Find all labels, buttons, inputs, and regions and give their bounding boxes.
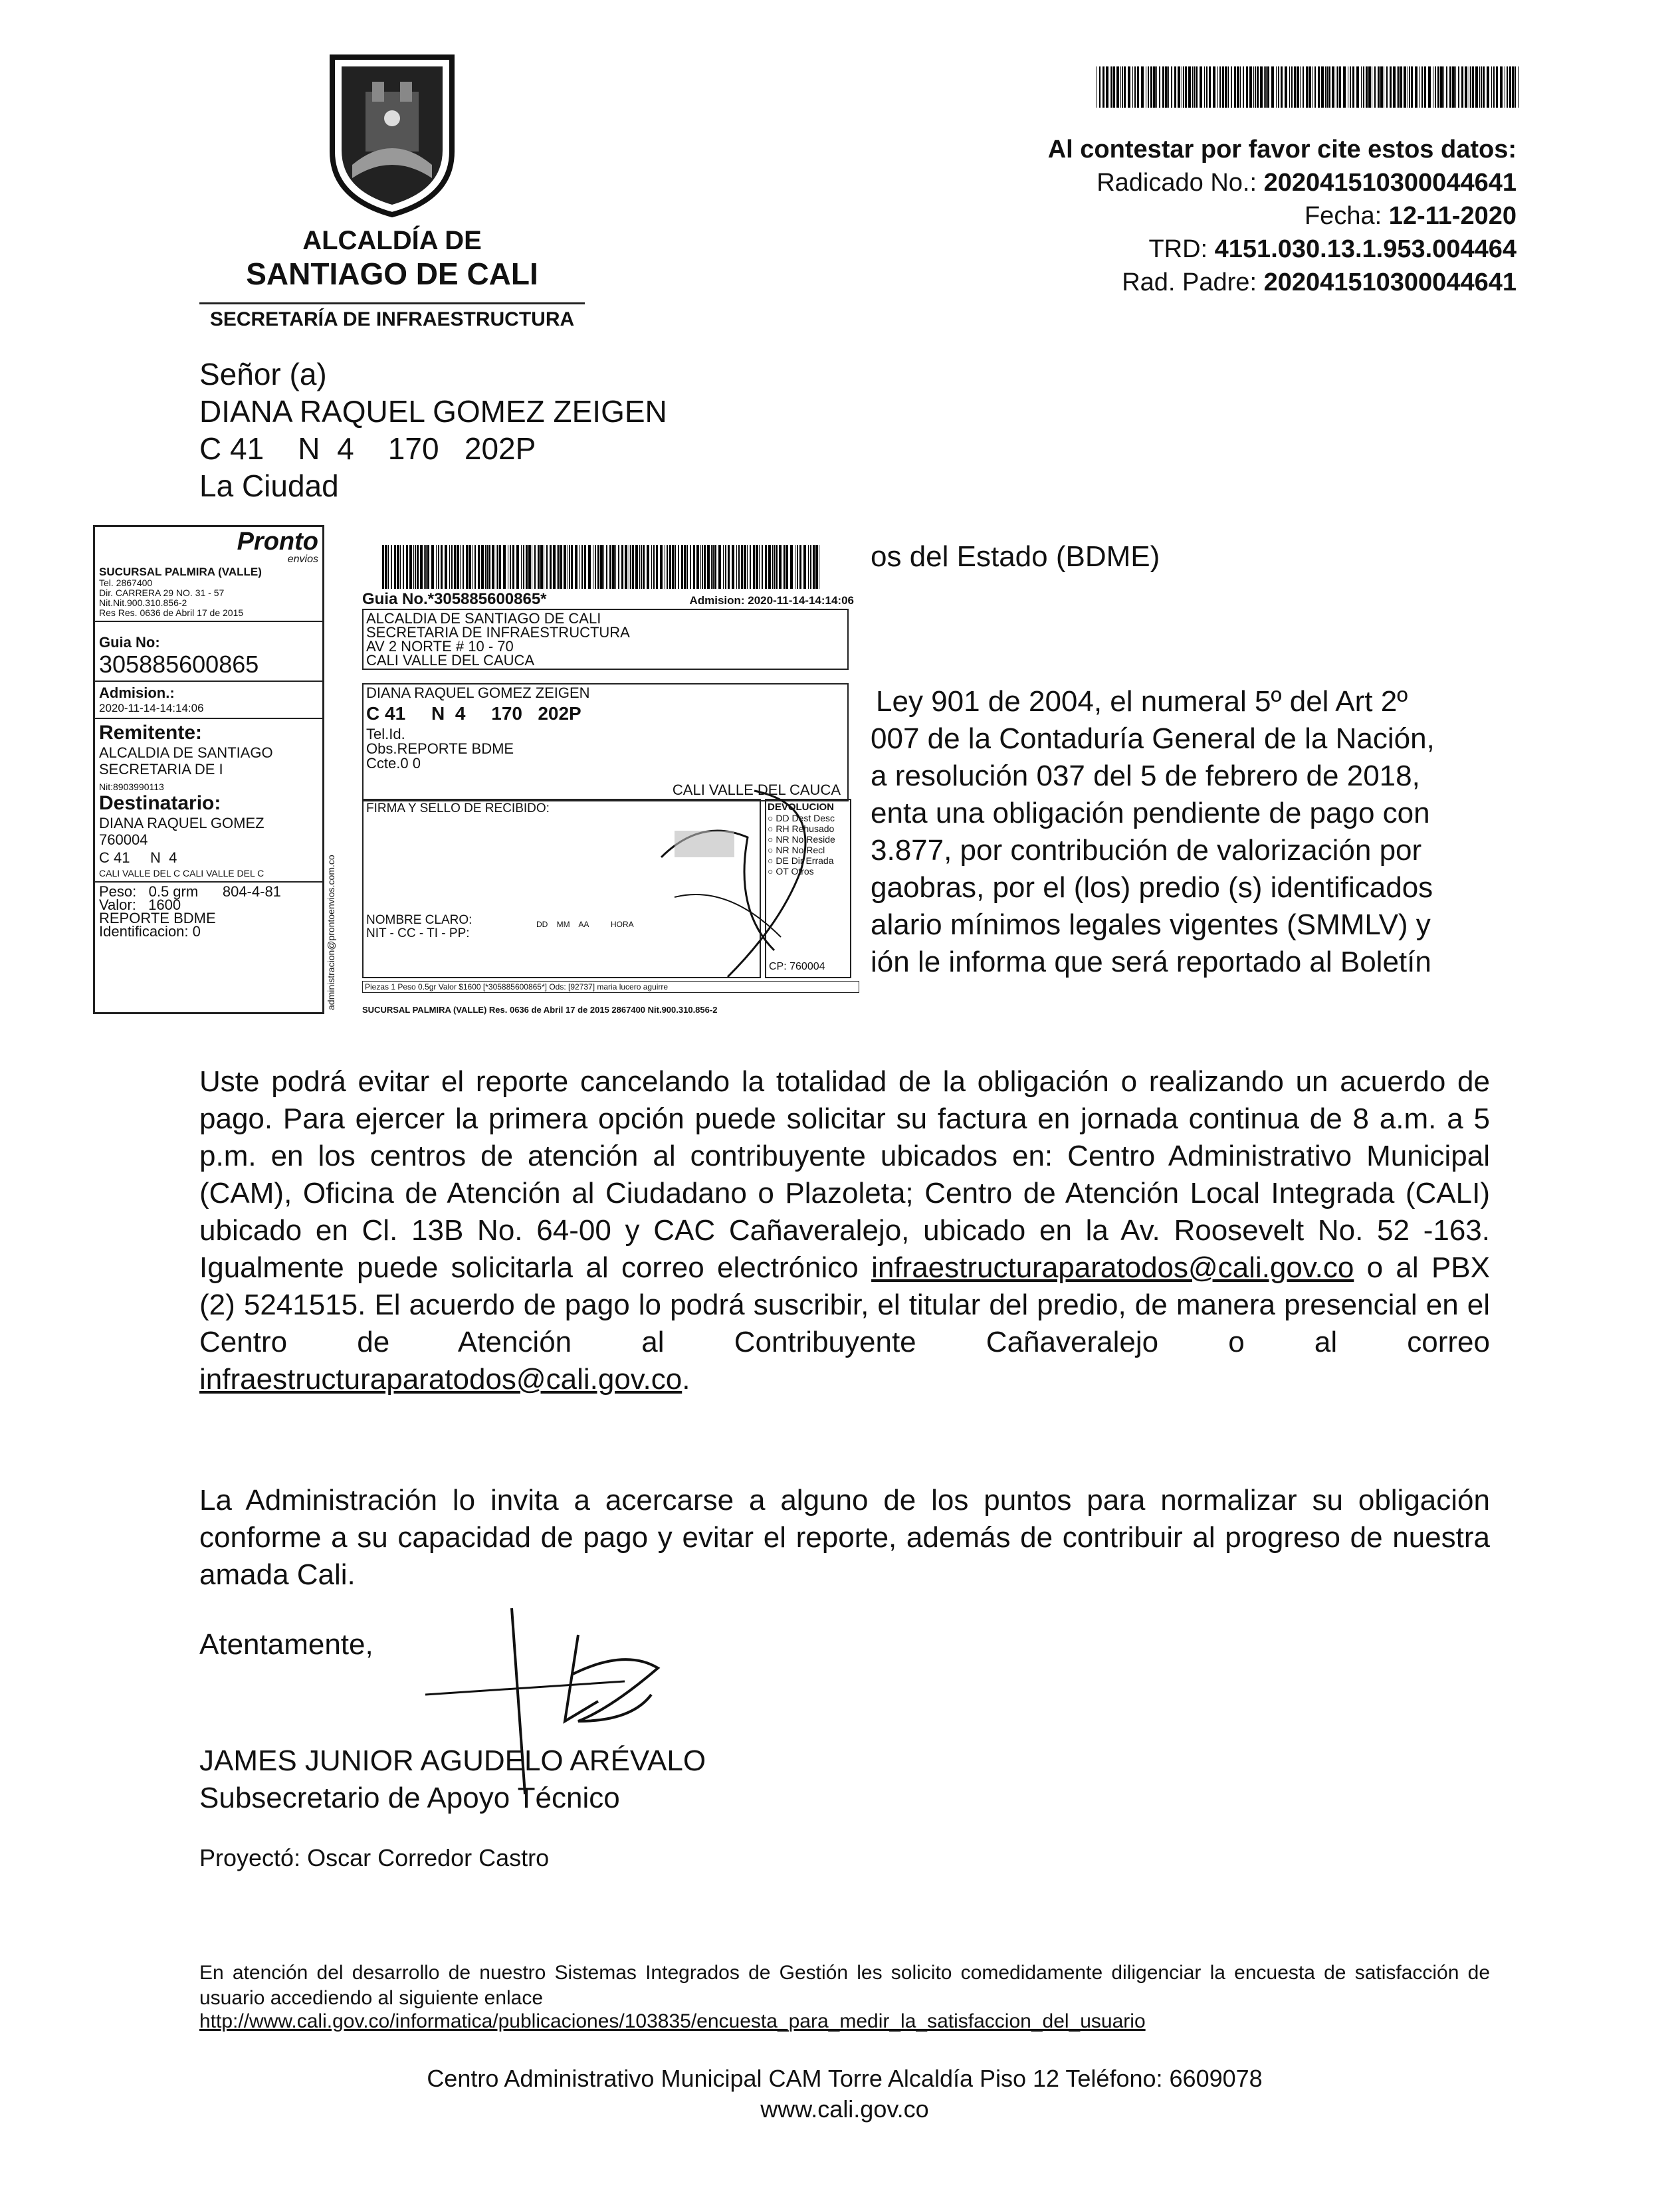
main-city: CALI VALLE DEL CAUCA — [672, 782, 841, 798]
fecha-value: 12-11-2020 — [1388, 202, 1517, 230]
partial-line-3: 007 de la Contaduría General de la Nación, — [871, 722, 1435, 755]
stub-guia-value: 305885600865 — [99, 651, 259, 678]
trd-label: TRD: — [1148, 235, 1208, 263]
stub-dir: Dir. CARRERA 29 NO. 31 - 57 — [99, 587, 225, 598]
main-from-2: SECRETARIA DE INFRAESTRUCTURA — [366, 624, 630, 641]
main-guia-row — [362, 590, 854, 609]
paragraph-payment-options — [199, 1063, 1490, 1398]
stub-nit: Nit.Nit.900.310.856-2 — [99, 597, 187, 608]
stub-remitente-nit: Nit:8903990113 — [99, 782, 164, 792]
main-admision: Admision: 2020-11-14-14:14:06 — [689, 594, 854, 607]
main-to-1: DIANA RAQUEL GOMEZ ZEIGEN — [366, 684, 590, 701]
stub-valor: Valor: 1600 — [99, 896, 181, 913]
sticker-side-url: administracion@prontoenvios.com.co — [326, 855, 336, 1010]
recipient-name: DIANA RAQUEL GOMEZ ZEIGEN — [199, 394, 667, 429]
main-to-2: C 41 N 4 170 202P — [366, 703, 581, 724]
footer-address-block — [199, 2063, 1490, 2125]
devolucion-label: DEVOLUCION — [768, 801, 835, 813]
paragraph2-text-a: Uste podrá evitar el reporte cancelando la totalidad de la obligación o realizando un acuerdo de pago. Para ejercer la primera opción puede solicitar su factura en jornada continua de 8 a.m. a 5 p.m. en los centros de atención al contribuyente ubicados en: Centro Administrativo Municipal (CAM), Oficina de Atención al Ciudadano o Plazoleta; Centro de Atención Local Integrada (CALI) ubicado en Cl. 13B No. 64-00 y CAC Cañaveralejo, ubicado en la Av. Roosevelt No. 52 -163. Igualmente puede solicitarla al correo electrónico — [199, 1065, 1490, 1284]
stub-admision-value: 2020-11-14-14:14:06 — [99, 702, 204, 714]
sticker-bottom-line: SUCURSAL PALMIRA (VALLE) Res. 0636 de Abril 17 de 2015 2867400 Nit.900.310.856-2 — [362, 1005, 718, 1015]
footer-address: Centro Administrativo Municipal CAM Torre Alcaldía Piso 12 Teléfono: 6609078 — [427, 2065, 1263, 2092]
shipping-label-stub — [93, 525, 324, 1014]
recipient-scribble — [648, 778, 834, 997]
main-from-4: CALI VALLE DEL CAUCA — [366, 652, 535, 669]
radicado-value: 202041510300044641 — [1263, 169, 1517, 197]
partial-line-4: a resolución 037 del 5 de febrero de 2018, — [871, 760, 1420, 792]
dev-item-5: ○ DE Dir Errada — [768, 855, 834, 866]
signer-name: JAMES JUNIOR AGUDELO ARÉVALO — [199, 1744, 706, 1777]
stub-reporte: REPORTE BDME — [99, 910, 216, 926]
paragraph-invitation: La Administración lo invita a acercarse a alguno de los puntos para normalizar su obligación conforme a su capacidad de pago y evitar el reporte, además de contribuir al progreso de nuestra amada Cali. — [199, 1484, 1490, 1591]
dev-item-3: ○ NR No Reside — [768, 834, 835, 845]
dev-item-6: ○ OT Otros — [768, 866, 814, 877]
footer-website[interactable]: www.cali.gov.co — [760, 2095, 929, 2123]
radicado-label: Radicado No.: — [1097, 169, 1257, 197]
partial-line-2: Ley 901 de 2004, el numeral 5º del Art 2º — [876, 685, 1408, 718]
partial-line-6: 3.877, por contribución de valorización por — [871, 834, 1422, 867]
stub-peso: Peso: 0.5 grm 804-4-81 — [99, 883, 281, 900]
org-line-1: ALCALDÍA DE — [302, 226, 482, 255]
piezas-line: Piezas 1 Peso 0.5gr Valor $1600 [*305885600865*] Ods: [92737] maria lucero aguirre — [362, 981, 859, 993]
stub-destinatario-label: Destinatario: — [99, 792, 221, 814]
recipient-block — [199, 356, 667, 504]
main-sender-box — [362, 609, 849, 670]
stub-remitente-value: ALCALDIA DE SANTIAGO SECRETARIA DE I — [99, 744, 273, 778]
signer-title: Subsecretario de Apoyo Técnico — [199, 1782, 620, 1814]
paragraph2-text-b: o al PBX (2) 5241515. El acuerdo de pago lo podrá suscribir, el titular del predio, de manera presencial en el Centro de Atención al Contribuyente Cañaveralejo o al correo — [199, 1251, 1490, 1358]
paragraph2-text-c: . — [682, 1363, 690, 1396]
signer-block — [199, 1742, 706, 1817]
main-tel: Tel.Id. — [366, 726, 405, 742]
main-obs: Obs.REPORTE BDME — [366, 740, 514, 757]
main-guia: Guia No.*305885600865* — [362, 590, 547, 608]
partial-line-7: gaobras, por el (los) predio (s) identificados — [871, 871, 1433, 904]
salutation: Señor (a) — [199, 357, 327, 391]
footer-note: En atención del desarrollo de nuestro Sistemas Integrados de Gestión les solicito comedidamente diligenciar la encuesta de satisfacción de usuario accediendo al siguiente enlace — [199, 1962, 1490, 2009]
trd-value: 4151.030.13.1.953.004464 — [1214, 235, 1517, 263]
stub-remitente-label: Remitente: — [99, 722, 203, 744]
nit-cc-label: NIT - CC - TI - PP: — [366, 926, 470, 940]
firma-label: FIRMA Y SELLO DE RECIBIDO: — [366, 801, 550, 815]
partial-line-5: enta una obligación pendiente de pago con — [871, 797, 1430, 829]
rad-padre-label: Rad. Padre: — [1122, 268, 1257, 296]
dev-item-1: ○ DD Dest Desc — [768, 813, 835, 823]
recipient-address: C 41 N 4 170 202P — [199, 431, 536, 466]
survey-link[interactable]: http://www.cali.gov.co/informatica/publicaciones/103835/encuesta_para_medir_la_satisfaccion_del_usuario — [199, 2010, 1146, 2032]
stub-identificacion: Identificacion: 0 — [99, 923, 201, 940]
stub-destinatario-addr: C 41 N 4 — [99, 849, 177, 866]
stub-destinatario-name: DIANA RAQUEL GOMEZ — [99, 815, 264, 831]
stub-admision-label: Admision.: — [99, 684, 175, 701]
dev-item-4: ○ NR No Recl — [768, 845, 825, 855]
stub-res: Res Res. 0636 de Abril 17 de 2015 — [99, 607, 244, 618]
fecha-label: Fecha: — [1304, 202, 1382, 230]
email-link-2[interactable]: infraestructuraparatodos@cali.gov.co — [199, 1363, 682, 1396]
stub-destinatario-city: CALI VALLE DEL C CALI VALLE DEL C — [99, 868, 264, 879]
cp-label: CP: 760004 — [769, 961, 825, 972]
cali-coat-of-arms-logo — [326, 52, 459, 218]
org-line-3: SECRETARÍA DE INFRAESTRUCTURA — [199, 302, 585, 331]
main-ccte: Ccte.0 0 — [366, 755, 421, 772]
date-columns: DD MM AA HORA — [536, 920, 634, 929]
partial-line-1: os del Estado (BDME) — [871, 540, 1160, 573]
org-line-2: SANTIAGO DE CALI — [246, 257, 538, 291]
main-from-3: AV 2 NORTE # 10 - 70 — [366, 638, 514, 655]
reference-block — [864, 133, 1517, 299]
stub-destinatario-cp: 760004 — [99, 831, 148, 848]
courier-brand-sub: envios — [287, 554, 318, 565]
main-from-1: ALCALDIA DE SANTIAGO DE CALI — [366, 610, 601, 627]
email-link-1[interactable]: infraestructuraparatodos@cali.gov.co — [871, 1251, 1354, 1284]
courier-brand: Pronto — [237, 528, 318, 556]
dev-item-2: ○ RH Rehusado — [768, 823, 835, 834]
stub-tel: Tel. 2867400 — [99, 578, 153, 588]
recipient-city: La Ciudad — [199, 469, 339, 503]
nombre-claro-label: NOMBRE CLARO: — [366, 913, 472, 927]
closing: Atentamente, — [199, 1628, 373, 1661]
prepared-by: Proyectó: Oscar Corredor Castro — [199, 1844, 550, 1871]
shipping-label-main — [356, 532, 857, 1023]
guia-barcode — [382, 545, 821, 589]
stub-guia-label: Guia No: — [99, 634, 160, 651]
rad-padre-value: 202041510300044641 — [1263, 268, 1517, 296]
cite-heading: Al contestar por favor cite estos datos: — [1047, 136, 1517, 163]
barcode — [1097, 66, 1519, 108]
partial-line-8: alario mínimos legales vigentes (SMMLV) y — [871, 908, 1431, 941]
stub-sucursal: SUCURSAL PALMIRA (VALLE) — [99, 566, 262, 578]
partial-line-9: ión le informa que será reportado al Boletín — [871, 946, 1431, 978]
